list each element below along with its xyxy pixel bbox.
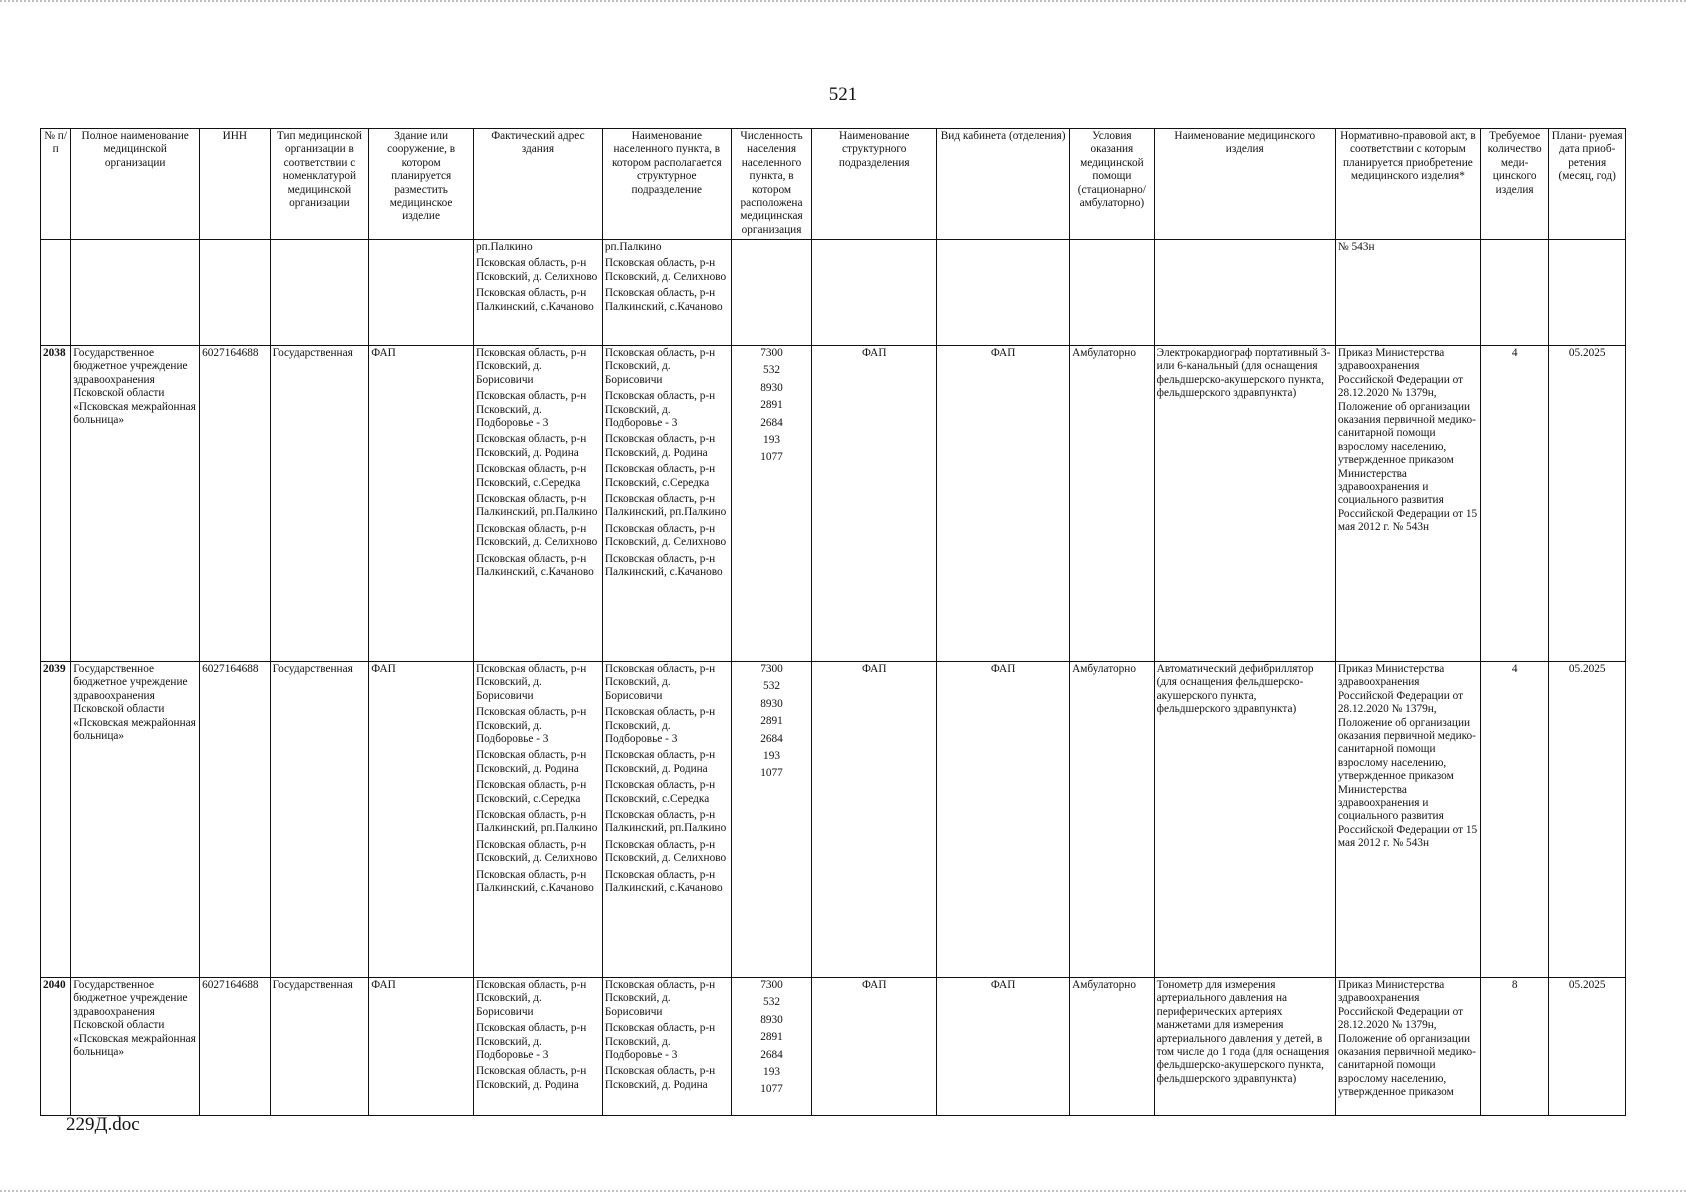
- table-header: [41, 129, 1626, 240]
- address-item: Псковская область, р-н Псковский, д. Подборовье - 3: [475, 1022, 587, 1062]
- population-value: 8930: [760, 1013, 783, 1026]
- settlement-item: Псковская область, р-н Псковский, д. Родина: [604, 1065, 716, 1091]
- settlement-item: Псковская область, р-н Псковский, д. Селихново: [604, 257, 727, 283]
- address-item: Псковская область, р-н Псковский, д. Родина: [475, 749, 587, 775]
- address-item: Псковская область, р-н Псковский, д. Родина: [475, 433, 587, 459]
- legal-act: Приказ Министерства здравоохранения Российской Федерации от 28.12.2020 № 1379н, Положение об организации оказания первичной медико-санитарной помощи взрослому населению, утвержденное приказом Министерства здравоохранения и социального развития Российской Федерации от 15 мая 2012 г. № 543н: [1335, 346, 1480, 662]
- address-item: Псковская область, р-н Палкинский, с.Качаново: [475, 868, 594, 895]
- building: ФАП: [369, 978, 474, 1116]
- quantity: 4: [1480, 662, 1548, 978]
- settlement-cell: [602, 978, 731, 1116]
- population-value: 2684: [760, 1048, 783, 1061]
- purchase-date: 05.2025: [1549, 662, 1626, 978]
- population-value: 1077: [760, 767, 783, 780]
- address-item: Псковская область, р-н Псковский, с.Середка: [475, 463, 587, 489]
- table-row: [41, 346, 1626, 662]
- org-type: Государственная: [270, 346, 369, 662]
- registry-table: [40, 128, 1626, 1116]
- address-item: рп.Палкино: [475, 241, 533, 253]
- row-number: 2039: [41, 662, 71, 978]
- population-value: 2891: [760, 399, 783, 412]
- org-type: Государственная: [270, 662, 369, 978]
- population-value: 2684: [760, 732, 783, 745]
- division: ФАП: [812, 662, 937, 978]
- address-item: Псковская область, р-н Псковский, с.Середка: [475, 779, 587, 805]
- quantity: 4: [1480, 346, 1548, 662]
- population-value: 8930: [760, 381, 783, 394]
- settlement-item: Псковская область, р-н Псковский, с.Середка: [604, 779, 716, 805]
- population-value: 532: [763, 996, 780, 1009]
- care-conditions: Амбулаторно: [1070, 346, 1155, 662]
- org-name: Государственное бюджетное учреждение здравоохранения Псковской области «Псковская межрайонная больница»: [71, 346, 200, 662]
- settlement-item: Псковская область, р-н Псковский, д. Борисовичи: [604, 663, 716, 702]
- division: ФАП: [812, 978, 937, 1116]
- settlement-item: Псковская область, р-н Псковский, д. Подборовье - 3: [604, 706, 716, 746]
- population-cell: [731, 346, 812, 662]
- address-cell: [473, 978, 602, 1116]
- settlement-item: Псковская область, р-н Псковский, д. Подборовье - 3: [604, 1022, 716, 1062]
- inn-value: 6027164688: [200, 346, 270, 662]
- settlement-item: Псковская область, р-н Палкинский, с.Качаново: [604, 287, 723, 313]
- population-value: 2891: [760, 715, 783, 728]
- settlement-item: Псковская область, р-н Псковский, д. Борисовичи: [604, 979, 716, 1018]
- population-value: 7300: [760, 663, 783, 675]
- cabinet-type: ФАП: [937, 346, 1070, 662]
- header-num: № п/п: [41, 129, 71, 240]
- device-name: Автоматический дефибриллятор (для оснащения фельдшерско-акушерского пункта, фельдшерского здравпункта): [1154, 662, 1335, 978]
- org-type: Государственная: [270, 978, 369, 1116]
- header-settlement: Наименование населенного пункта, в котором располагается структурное подразделение: [602, 129, 731, 240]
- org-name: Государственное бюджетное учреждение здравоохранения Псковской области «Псковская межрайонная больница»: [71, 662, 200, 978]
- building: ФАП: [369, 346, 474, 662]
- population-value: 2684: [760, 416, 783, 429]
- settlement-cell: [602, 662, 731, 978]
- header-population: Численность населения населенного пункта, в котором расположена медицинская организация: [731, 129, 812, 240]
- settlement-item: Псковская область, р-н Псковский, д. Подборовье - 3: [604, 390, 716, 430]
- settlement-item: Псковская область, р-н Псковский, с.Середка: [604, 463, 716, 489]
- address-cell: [473, 662, 602, 978]
- page-number: 521: [828, 84, 858, 105]
- settlement-item: Псковская область, р-н Палкинский, с.Качаново: [604, 868, 723, 895]
- population-value: 7300: [760, 979, 783, 991]
- inn-value: 6027164688: [200, 662, 270, 978]
- care-conditions: Амбулаторно: [1070, 662, 1155, 978]
- population-value: 193: [763, 434, 780, 447]
- address-item: Псковская область, р-н Псковский, д. Подборовье - 3: [475, 390, 587, 430]
- settlement-cell: [602, 240, 731, 346]
- address-item: Псковская область, р-н Палкинский, с.Качаново: [475, 287, 594, 313]
- address-item: Псковская область, р-н Псковский, д. Борисовичи: [475, 663, 587, 702]
- header-inn: ИНН: [200, 129, 270, 240]
- header-org: Полное наименование медицинской организации: [71, 129, 200, 240]
- quantity: 8: [1480, 978, 1548, 1116]
- purchase-date: 05.2025: [1549, 978, 1626, 1116]
- address-item: Псковская область, р-н Псковский, д. Родина: [475, 1065, 587, 1091]
- address-item: Псковская область, р-н Псковский, д. Подборовье - 3: [475, 706, 587, 746]
- address-item: Псковская область, р-н Псковский, д. Селихново: [475, 257, 598, 283]
- division: ФАП: [812, 346, 937, 662]
- header-conditions: Условия оказания медицинской помощи (стационарно/ амбулаторно): [1070, 129, 1155, 240]
- act-cell: № 543н: [1335, 240, 1480, 346]
- care-conditions: Амбулаторно: [1070, 978, 1155, 1116]
- settlement-item: Псковская область, р-н Псковский, д. Родина: [604, 433, 716, 459]
- population-value: 532: [763, 364, 780, 377]
- settlement-item: Псковская область, р-н Палкинский, с.Качаново: [604, 552, 723, 579]
- legal-act: Приказ Министерства здравоохранения Российской Федерации от 28.12.2020 № 1379н, Положение об организации оказания первичной медико-санитарной помощи взрослому населению, утвержденное приказом Министерства здравоохранения и социального развития Российской Федерации от 15 мая 2012 г. № 543н: [1335, 662, 1480, 978]
- address-item: Псковская область, р-н Псковский, д. Селихново: [475, 522, 598, 549]
- population-value: 193: [763, 1066, 780, 1079]
- address-item: Псковская область, р-н Палкинский, рп.Палкино: [475, 809, 598, 835]
- address-item: Псковская область, р-н Палкинский, рп.Палкино: [475, 493, 598, 519]
- population-value: 1077: [760, 451, 783, 464]
- settlement-item: Псковская область, р-н Псковский, д. Селихново: [604, 838, 727, 865]
- population-value: 532: [763, 680, 780, 693]
- header-act: Нормативно-правовой акт, в соответствии с которым планируется приобретение медицинского изделия*: [1335, 129, 1480, 240]
- population-value: 1077: [760, 1083, 783, 1096]
- cabinet-type: ФАП: [937, 978, 1070, 1116]
- footer-filename: 229Д.doc: [66, 1114, 140, 1135]
- population-value: 2891: [760, 1031, 783, 1044]
- cabinet-type: ФАП: [937, 662, 1070, 978]
- device-name: Тонометр для измерения артериального давления на периферических артериях манжетами для измерения артериального давления у детей, в том числе до 1 года (для оснащения фельдшерско-акушерского пункта, фельдшерского здравпункта): [1154, 978, 1335, 1116]
- settlement-item: рп.Палкино: [604, 241, 662, 253]
- header-address: Фактический адрес здания: [473, 129, 602, 240]
- header-quantity: Требуемое количество меди- цинского изделия: [1480, 129, 1548, 240]
- population-value: 193: [763, 750, 780, 763]
- device-name: Электрокардиограф портативный 3- или 6-канальный (для оснащения фельдшерско-акушерского пункта, фельдшерского здравпункта): [1154, 346, 1335, 662]
- population-value: 7300: [760, 347, 783, 359]
- inn-value: 6027164688: [200, 978, 270, 1116]
- table-row: [41, 978, 1626, 1116]
- header-type: Тип медицинской организации в соответствии с номенклатурой медицинской организации: [270, 129, 369, 240]
- population-value: 8930: [760, 697, 783, 710]
- header-date: Плани- руемая дата приоб- ретения (месяц, год): [1549, 129, 1626, 240]
- row-number: 2038: [41, 346, 71, 662]
- address-item: Псковская область, р-н Псковский, д. Борисовичи: [475, 347, 587, 386]
- header-device: Наименование медицинского изделия: [1154, 129, 1335, 240]
- table-row: [41, 662, 1626, 978]
- population-cell: [731, 662, 812, 978]
- settlement-item: Псковская область, р-н Палкинский, рп.Палкино: [604, 493, 727, 519]
- settlement-item: Псковская область, р-н Палкинский, рп.Палкино: [604, 809, 727, 835]
- table-row-continuation: [41, 240, 1626, 346]
- address-cell: [473, 346, 602, 662]
- settlement-cell: [602, 346, 731, 662]
- address-cell: [473, 240, 602, 346]
- header-cabinet: Вид кабинета (отделения): [937, 129, 1070, 240]
- settlement-item: Псковская область, р-н Псковский, д. Борисовичи: [604, 347, 716, 386]
- scan-noise-top: [0, 0, 1686, 12]
- header-division: Наименование структурного подразделения: [812, 129, 937, 240]
- population-cell: [731, 978, 812, 1116]
- scan-noise-bottom: [0, 1190, 1686, 1200]
- address-item: Псковская область, р-н Псковский, д. Борисовичи: [475, 979, 587, 1018]
- purchase-date: 05.2025: [1549, 346, 1626, 662]
- legal-act: Приказ Министерства здравоохранения Российской Федерации от 28.12.2020 № 1379н, Положение об организации оказания первичной медико-санитарной помощи взрослому населению, утвержденное приказом: [1335, 978, 1480, 1116]
- header-building: Здание или сооружение, в котором планируется разместить медицинское изделие: [369, 129, 474, 240]
- address-item: Псковская область, р-н Палкинский, с.Качаново: [475, 552, 594, 579]
- address-item: Псковская область, р-н Псковский, д. Селихново: [475, 838, 598, 865]
- row-number: 2040: [41, 978, 71, 1116]
- settlement-item: Псковская область, р-н Псковский, д. Селихново: [604, 522, 727, 549]
- org-name: Государственное бюджетное учреждение здравоохранения Псковской области «Псковская межрайонная больница»: [71, 978, 200, 1116]
- settlement-item: Псковская область, р-н Псковский, д. Родина: [604, 749, 716, 775]
- building: ФАП: [369, 662, 474, 978]
